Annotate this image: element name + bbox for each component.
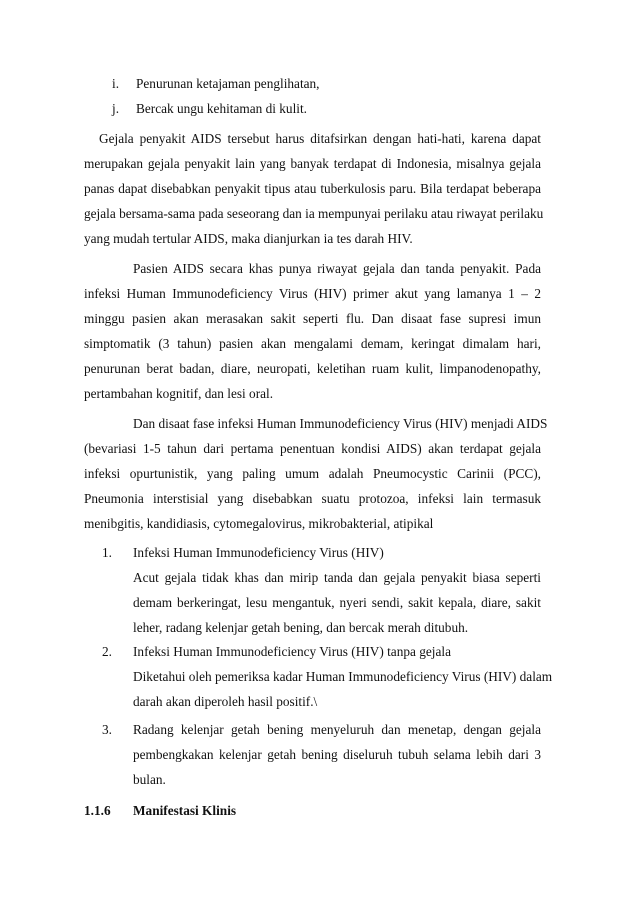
paragraph-line: Gejala penyakit AIDS tersebut harus ditafsirkan dengan hati-hati, karena dapat xyxy=(99,131,541,146)
list-item-title: Radang kelenjar getah bening menyeluruh dan menetap, dengan gejala xyxy=(133,722,541,737)
paragraph-line: Pneumonia interstisial yang disebabkan suatu protozoa, infeksi lain termasuk xyxy=(84,491,541,506)
list-item-title: Infeksi Human Immunodeficiency Virus (HIV) tanpa gejala xyxy=(133,644,451,659)
paragraph-line: merupakan gejala penyakit lain yang banyak terdapat di Indonesia, misalnya gejala xyxy=(84,156,541,171)
section-number: 1.1.6 xyxy=(84,803,111,818)
list-item-line: demam berkeringat, lesu mengantuk, nyeri sendi, sakit kepala, diare, sakit xyxy=(133,595,541,610)
paragraph-line: infeksi opurtunistik, yang paling umum adalah Pneumocystic Carinii (PCC), xyxy=(84,466,541,481)
list-item-line: pembengkakan kelenjar getah bening diseluruh tubuh selama lebih dari 3 xyxy=(133,747,541,762)
paragraph-line: infeksi Human Immunodeficiency Virus (HIV) primer akut yang lamanya 1 – 2 xyxy=(84,286,541,301)
paragraph-line: yang mudah tertular AIDS, maka dianjurkan ia tes darah HIV. xyxy=(84,231,413,246)
paragraph-line: panas dapat disebabkan penyakit tipus atau tuberkulosis paru. Bila terdapat beberapa xyxy=(84,181,541,196)
paragraph-line: Dan disaat fase infeksi Human Immunodeficiency Virus (HIV) menjadi AIDS xyxy=(133,416,548,431)
section-title: Manifestasi Klinis xyxy=(133,803,237,818)
list-item-line: bulan. xyxy=(133,772,166,787)
list-item-line: darah akan diperoleh hasil positif.\ xyxy=(133,694,318,709)
list-item-line: leher, radang kelenjar getah bening, dan bercak merah ditubuh. xyxy=(133,620,469,635)
paragraph-line: Pasien AIDS secara khas punya riwayat gejala dan tanda penyakit. Pada xyxy=(133,261,541,276)
paragraph-line: gejala bersama-sama pada seseorang dan ia mempunyai perilaku atau riwayat perilaku xyxy=(84,206,544,221)
list-item-line: Acut gejala tidak khas dan mirip tanda dan gejala penyakit biasa seperti xyxy=(133,570,541,585)
list-marker-i: i. xyxy=(112,76,120,91)
list-item-line: Diketahui oleh pemeriksa kadar Human Immunodeficiency Virus (HIV) dalam xyxy=(133,669,553,684)
list-marker-1: 1. xyxy=(102,545,112,560)
paragraph-line: menibgitis, kandidiasis, cytomegalovirus, mikrobakterial, atipikal xyxy=(84,516,434,531)
list-marker-3: 3. xyxy=(102,722,112,737)
paragraph-line: simptomatik (3 tahun) pasien akan mengalami demam, keringat dimalam hari, xyxy=(84,336,541,351)
list-item-title: Infeksi Human Immunodeficiency Virus (HIV) xyxy=(133,545,384,560)
paragraph-line: minggu pasien akan merasakan sakit seperti flu. Dan disaat fase supresi imun xyxy=(84,311,541,326)
paragraph-line: penurunan berat badan, diare, neuropati, keletihan ruam kulit, limpanodenopathy, xyxy=(84,361,541,376)
list-marker-2: 2. xyxy=(102,644,112,659)
paragraph-line: (bevariasi 1-5 tahun dari pertama penentuan kondisi AIDS) akan terdapat gejala xyxy=(84,441,541,456)
list-item-i: Penurunan ketajaman penglihatan, xyxy=(136,76,320,91)
list-item-j: Bercak ungu kehitaman di kulit. xyxy=(136,101,307,116)
list-marker-j: j. xyxy=(112,101,120,116)
paragraph-line: pertambahan kognitif, dan lesi oral. xyxy=(84,386,274,401)
